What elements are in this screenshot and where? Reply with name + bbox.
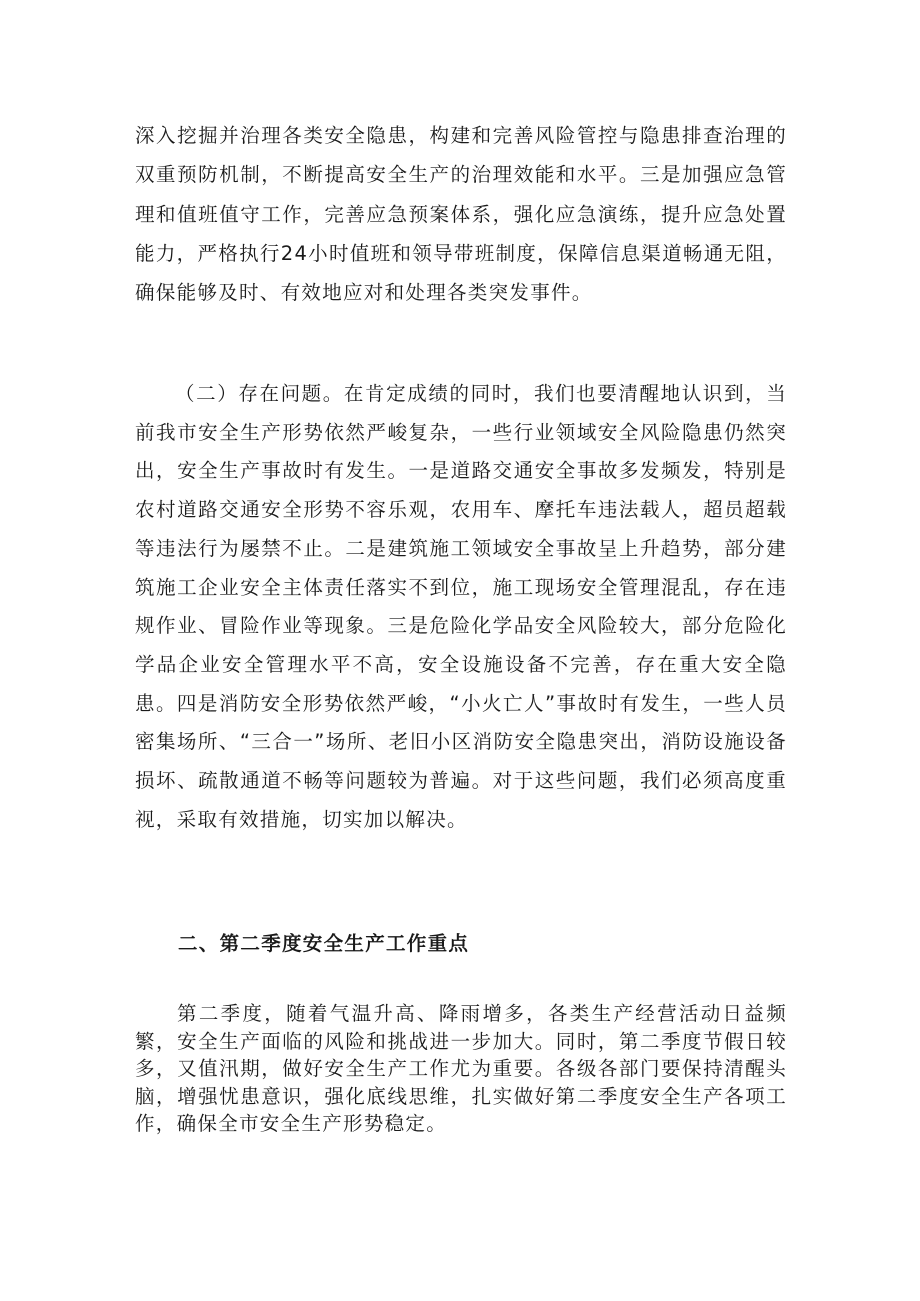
paragraph-second-quarter: 第二季度，随着气温升高、降雨增多，各类生产经营活动日益频繁，安全生产面临的风险和挑战进一步加大。同时，第二季度节假日较多，又值汛期，做好安全生产工作尤为重要。各级各部门要保持清醒头脑，增强忧患意识，强化底线思维，扎实做好第二季度安全生产各项工作，确保全市安全生产形势稳定。 xyxy=(135,1002,787,1136)
paragraph-existing-problems: （二）存在问题。在肯定成绩的同时，我们也要清醒地认识到，当前我市安全生产形势依然严峻复杂，一些行业领域安全风险隐患仍然突出，安全生产事故时有发生。一是道路交通安全事故多发频发，特别是农村道路交通安全形势不容乐观，农用车、摩托车违法载人，超员超载等违法行为屡禁不止。二是建筑施工领域安全事故呈上升趋势，部分建筑施工企业安全主体责任落实不到位，施工现场安全管理混乱，存在违规作业、冒险作业等现象。三是危险化学品安全风险较大，部分危险化学品企业安全管理水平不高，安全设施设备不完善，存在重大安全隐患。四是消防安全形势依然严峻，“小火亡人”事故时有发生，一些人员密集场所、“三合一”场所、老旧小区消防安全隐患突出，消防设施设备损坏、疏散通道不畅等问题较为普遍。对于这些问题，我们必须高度重视，采取有效措施，切实加以解决。 xyxy=(135,382,787,831)
section-heading: 二、第二季度安全生产工作重点 xyxy=(178,932,470,955)
paragraph-continued: 深入挖掘并治理各类安全隐患，构建和完善风险管控与隐患排查治理的双重预防机制，不断提高安全生产的治理效能和水平。三是加强应急管理和值班值守工作，完善应急预案体系，强化应急演练，提升应急处置能力，严格执行24小时值班和领导带班制度，保障信息渠道畅通无阻，确保能够及时、有效地应对和处理各类突发事件。 xyxy=(135,124,787,305)
